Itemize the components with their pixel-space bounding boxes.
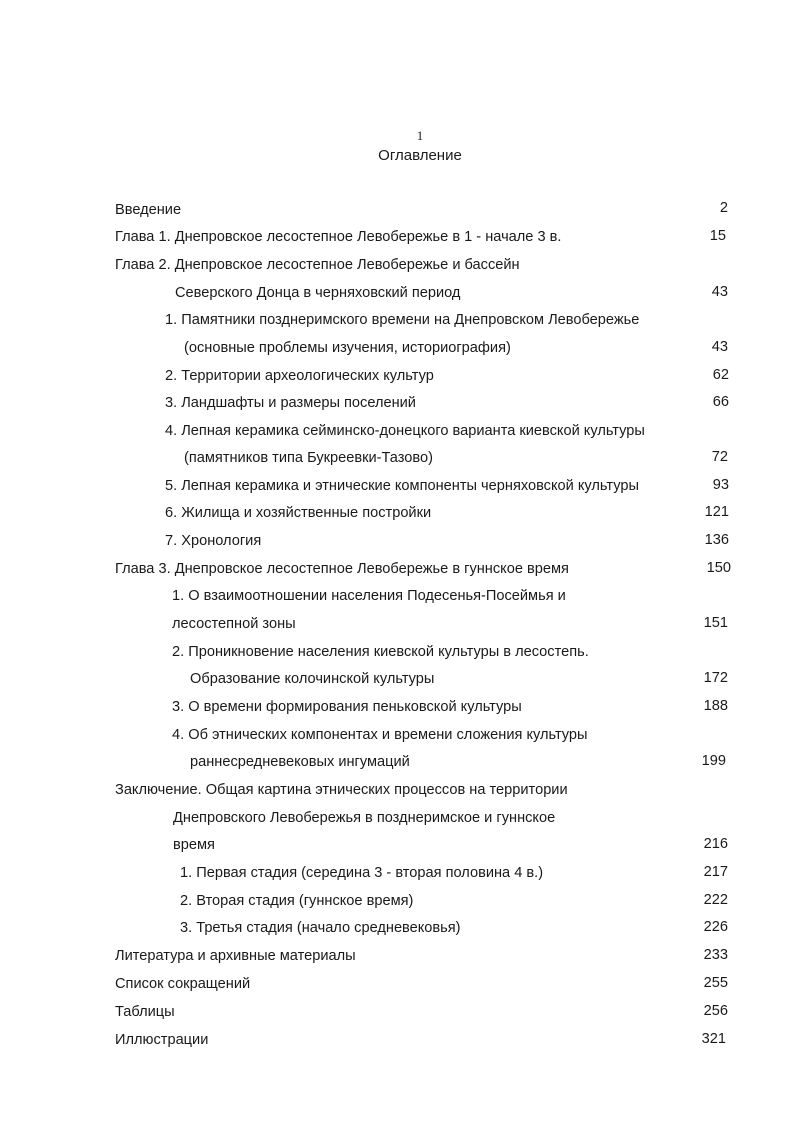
toc-entry-text: (основные проблемы изучения, историография) bbox=[184, 340, 511, 356]
toc-entry-text: 5. Лепная керамика и этнические компоненты черняховской культуры bbox=[165, 478, 639, 494]
toc-entry-text: Днепровского Левобережья в позднеримское и гуннское bbox=[173, 810, 556, 826]
page-title: Оглавление bbox=[378, 147, 462, 164]
toc-entry-text: 6. Жилища и хозяйственные постройки bbox=[165, 505, 432, 521]
toc-entry-text: Глава 3. Днепровское лесостепное Левобережье в гуннское время bbox=[115, 561, 569, 577]
toc-entry-page: 199 bbox=[701, 753, 726, 769]
toc-entry-text: Заключение. Общая картина этнических процессов на территории bbox=[115, 782, 568, 798]
toc-entry-text: 1. О взаимоотношении населения Подесенья-Посеймья и bbox=[172, 588, 566, 604]
toc-entry-text: 3. Третья стадия (начало средневековья) bbox=[180, 920, 461, 936]
toc-entry-page: 172 bbox=[703, 670, 728, 686]
toc-entry-text: 2. Вторая стадия (гуннское время) bbox=[180, 893, 414, 909]
toc-entry-text: Глава 2. Днепровское лесостепное Левобережье и бассейн bbox=[115, 257, 520, 273]
toc-entry-page: 256 bbox=[703, 1003, 728, 1019]
toc-entry-text: Введение bbox=[115, 202, 182, 218]
toc-entry-text: 2. Территории археологических культур bbox=[165, 368, 434, 384]
toc-entry-page: 121 bbox=[704, 504, 729, 520]
toc-entry-page: 216 bbox=[703, 836, 728, 852]
toc-entry-page: 2 bbox=[719, 200, 728, 216]
toc-entry-page: 43 bbox=[711, 339, 728, 355]
toc-entry-page: 43 bbox=[711, 284, 728, 300]
toc-entry-text: 1. Первая стадия (середина 3 - вторая половина 4 в.) bbox=[180, 865, 544, 881]
toc-entry-page: 188 bbox=[703, 698, 728, 714]
toc-entry-page: 233 bbox=[703, 947, 728, 963]
toc-entry-text: 4. Об этнических компонентах и времени сложения культуры bbox=[172, 727, 588, 743]
toc-entry-text: лесостепной зоны bbox=[172, 616, 296, 632]
toc-entry-page: 150 bbox=[706, 560, 731, 576]
toc-entry-text: 3. О времени формирования пеньковской культуры bbox=[172, 699, 522, 715]
toc-entry-text: 2. Проникновение населения киевской культуры в лесостепь. bbox=[172, 644, 589, 660]
toc-entry-text: Иллюстрации bbox=[115, 1032, 209, 1048]
toc-entry-text: Список сокращений bbox=[115, 976, 251, 992]
toc-entry-page: 93 bbox=[712, 477, 729, 493]
toc-entry-page: 321 bbox=[701, 1031, 726, 1047]
page-number: 1 bbox=[416, 128, 424, 143]
toc-entry-page: 66 bbox=[712, 394, 729, 410]
toc-entry-page: 222 bbox=[703, 892, 728, 908]
toc-entry-page: 62 bbox=[712, 367, 729, 383]
toc-entry-text: раннесредневековых ингумаций bbox=[190, 754, 410, 770]
toc-entry-page: 15 bbox=[709, 228, 726, 244]
toc-entry-page: 72 bbox=[711, 449, 728, 465]
toc-entry-page: 226 bbox=[703, 919, 728, 935]
toc-entry-page: 255 bbox=[703, 975, 728, 991]
toc-entry-page: 136 bbox=[704, 532, 729, 548]
toc-entry-page: 151 bbox=[703, 615, 728, 631]
toc-entry-text: 3. Ландшафты и размеры поселений bbox=[165, 395, 416, 411]
toc-entry-text: 4. Лепная керамика сейминско-донецкого варианта киевской культуры bbox=[165, 423, 645, 439]
toc-entry-text: (памятников типа Букреевки-Тазово) bbox=[184, 450, 433, 466]
toc-entry-text: Образование колочинской культуры bbox=[190, 671, 435, 687]
toc-entry-text: Литература и архивные материалы bbox=[115, 948, 356, 964]
toc-entry-text: 7. Хронология bbox=[165, 533, 262, 549]
toc-entry-text: 1. Памятники позднеримского времени на Днепровском Левобережье bbox=[165, 312, 640, 328]
toc-entry-text: Таблицы bbox=[115, 1004, 175, 1020]
toc-entry-text: время bbox=[173, 837, 215, 853]
toc-entry-text: Северского Донца в черняховский период bbox=[175, 285, 461, 301]
toc-entry-page: 217 bbox=[703, 864, 728, 880]
toc-entry-text: Глава 1. Днепровское лесостепное Левобережье в 1 - начале 3 в. bbox=[115, 229, 562, 245]
